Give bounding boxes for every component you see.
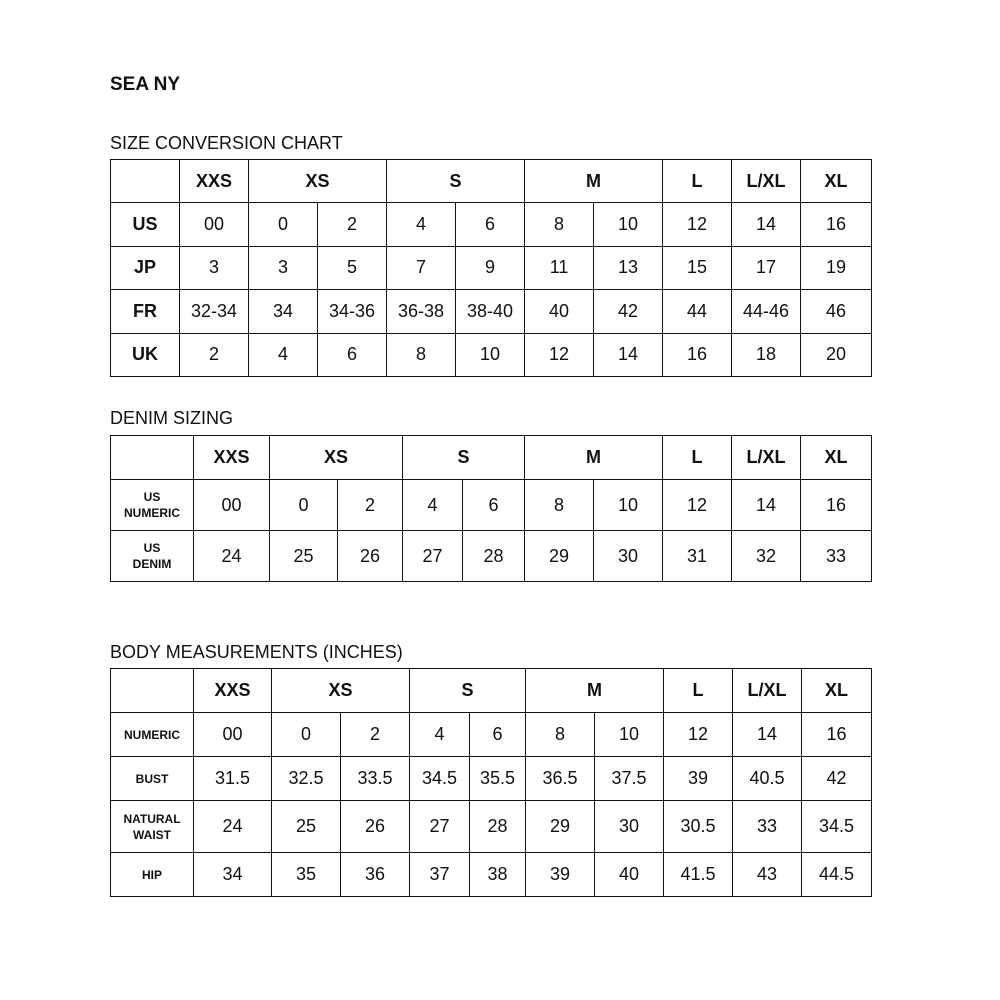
table-cell: 18 [732, 333, 801, 376]
size-conversion-table [110, 159, 872, 377]
table-cell: 24 [194, 531, 270, 582]
table-row [111, 290, 872, 333]
table-cell: 28 [463, 531, 525, 582]
size-header: S [410, 669, 526, 713]
table-cell: 6 [456, 203, 525, 246]
table-cell: 12 [525, 333, 594, 376]
conversion-title: SIZE CONVERSION CHART [110, 133, 343, 153]
table-row [111, 757, 872, 801]
table-cell: 8 [525, 480, 594, 531]
table-cell: 28 [470, 801, 526, 853]
corner-cell [111, 436, 194, 480]
table-cell: 2 [318, 203, 387, 246]
size-header: XXS [194, 436, 270, 480]
table-cell: 32.5 [272, 757, 341, 801]
row-label: US NUMERIC [111, 480, 194, 531]
table-cell: 34.5 [802, 801, 872, 853]
table-cell: 4 [387, 203, 456, 246]
size-header: S [387, 160, 525, 203]
denim-sizing-table [110, 435, 872, 582]
size-header: S [403, 436, 525, 480]
row-label: NUMERIC [111, 713, 194, 757]
table-cell: 14 [732, 480, 801, 531]
denim-title: DENIM SIZING [110, 408, 234, 428]
table-cell: 29 [525, 531, 594, 582]
table-row [111, 333, 872, 376]
table-cell: 00 [180, 203, 249, 246]
table-cell: 33.5 [341, 757, 410, 801]
table-cell: 30 [595, 801, 664, 853]
table-cell: 10 [594, 203, 663, 246]
table-cell: 34-36 [318, 290, 387, 333]
table-cell: 14 [733, 713, 802, 757]
table-cell: 37.5 [595, 757, 664, 801]
table-row [111, 713, 872, 757]
size-header: XL [801, 436, 872, 480]
table-cell: 2 [180, 333, 249, 376]
row-label: US [111, 203, 180, 246]
table-cell: 12 [663, 480, 732, 531]
table-cell: 4 [410, 713, 470, 757]
row-label: UK [111, 333, 180, 376]
row-label: FR [111, 290, 180, 333]
table-cell: 6 [463, 480, 525, 531]
body-measurements-table [110, 668, 872, 897]
table-cell: 40 [595, 853, 664, 897]
table-cell: 26 [341, 801, 410, 853]
table-cell: 44-46 [732, 290, 801, 333]
size-header: L/XL [732, 160, 801, 203]
size-header: XS [272, 669, 410, 713]
table-cell: 41.5 [664, 853, 733, 897]
table-cell: 33 [801, 531, 872, 582]
table-cell: 00 [194, 713, 272, 757]
size-header: M [525, 160, 663, 203]
table-cell: 4 [249, 333, 318, 376]
row-label: JP [111, 246, 180, 289]
table-cell: 36 [341, 853, 410, 897]
table-cell: 16 [663, 333, 732, 376]
size-header: XS [249, 160, 387, 203]
table-header-row [111, 436, 872, 480]
table-cell: 4 [403, 480, 463, 531]
table-cell: 46 [801, 290, 872, 333]
size-header: M [526, 669, 664, 713]
table-cell: 6 [318, 333, 387, 376]
table-row [111, 801, 872, 853]
size-header: L [664, 669, 733, 713]
table-cell: 14 [732, 203, 801, 246]
table-cell: 38-40 [456, 290, 525, 333]
size-header: XL [802, 669, 872, 713]
table-cell: 35.5 [470, 757, 526, 801]
table-cell: 42 [802, 757, 872, 801]
table-cell: 35 [272, 853, 341, 897]
table-cell: 34.5 [410, 757, 470, 801]
table-cell: 3 [180, 246, 249, 289]
size-header: L/XL [732, 436, 801, 480]
table-cell: 30.5 [664, 801, 733, 853]
table-cell: 8 [387, 333, 456, 376]
table-cell: 38 [470, 853, 526, 897]
table-row [111, 480, 872, 531]
table-cell: 31 [663, 531, 732, 582]
table-cell: 25 [272, 801, 341, 853]
size-header: XS [270, 436, 403, 480]
row-label: HIP [111, 853, 194, 897]
table-header-row [111, 160, 872, 203]
size-header: M [525, 436, 663, 480]
table-cell: 10 [456, 333, 525, 376]
table-cell: 0 [270, 480, 338, 531]
table-cell: 19 [801, 246, 872, 289]
table-cell: 44 [663, 290, 732, 333]
row-label: NATURAL WAIST [111, 801, 194, 853]
table-cell: 20 [801, 333, 872, 376]
table-cell: 0 [272, 713, 341, 757]
size-header: L/XL [733, 669, 802, 713]
table-cell: 30 [594, 531, 663, 582]
table-cell: 29 [526, 801, 595, 853]
row-label: US DENIM [111, 531, 194, 582]
brand-title: SEA NY [110, 74, 181, 95]
table-cell: 40.5 [733, 757, 802, 801]
table-cell: 2 [341, 713, 410, 757]
table-cell: 10 [595, 713, 664, 757]
table-cell: 0 [249, 203, 318, 246]
body-measurements-title: BODY MEASUREMENTS (INCHES) [110, 642, 403, 662]
table-cell: 16 [801, 480, 872, 531]
table-cell: 2 [338, 480, 403, 531]
table-cell: 36-38 [387, 290, 456, 333]
table-cell: 14 [594, 333, 663, 376]
table-cell: 12 [663, 203, 732, 246]
table-cell: 8 [526, 713, 595, 757]
table-cell: 3 [249, 246, 318, 289]
corner-cell [111, 160, 180, 203]
table-cell: 6 [470, 713, 526, 757]
table-cell: 5 [318, 246, 387, 289]
table-cell: 27 [403, 531, 463, 582]
table-cell: 12 [664, 713, 733, 757]
size-header: L [663, 436, 732, 480]
table-cell: 37 [410, 853, 470, 897]
table-cell: 42 [594, 290, 663, 333]
table-cell: 26 [338, 531, 403, 582]
table-cell: 34 [249, 290, 318, 333]
table-cell: 16 [802, 713, 872, 757]
table-cell: 11 [525, 246, 594, 289]
table-cell: 33 [733, 801, 802, 853]
row-label: BUST [111, 757, 194, 801]
table-cell: 9 [456, 246, 525, 289]
table-cell: 15 [663, 246, 732, 289]
table-cell: 13 [594, 246, 663, 289]
table-cell: 27 [410, 801, 470, 853]
table-cell: 7 [387, 246, 456, 289]
table-cell: 43 [733, 853, 802, 897]
table-row [111, 246, 872, 289]
table-cell: 31.5 [194, 757, 272, 801]
size-header: XXS [194, 669, 272, 713]
table-cell: 44.5 [802, 853, 872, 897]
size-header: L [663, 160, 732, 203]
table-cell: 25 [270, 531, 338, 582]
table-cell: 17 [732, 246, 801, 289]
table-row [111, 531, 872, 582]
table-row [111, 853, 872, 897]
size-header: XXS [180, 160, 249, 203]
size-header: XL [801, 160, 872, 203]
table-cell: 34 [194, 853, 272, 897]
table-cell: 10 [594, 480, 663, 531]
table-row [111, 203, 872, 246]
table-cell: 39 [664, 757, 733, 801]
table-cell: 39 [526, 853, 595, 897]
table-cell: 24 [194, 801, 272, 853]
table-cell: 16 [801, 203, 872, 246]
table-cell: 8 [525, 203, 594, 246]
table-cell: 32 [732, 531, 801, 582]
corner-cell [111, 669, 194, 713]
table-header-row [111, 669, 872, 713]
table-cell: 00 [194, 480, 270, 531]
table-cell: 32-34 [180, 290, 249, 333]
table-cell: 40 [525, 290, 594, 333]
table-cell: 36.5 [526, 757, 595, 801]
